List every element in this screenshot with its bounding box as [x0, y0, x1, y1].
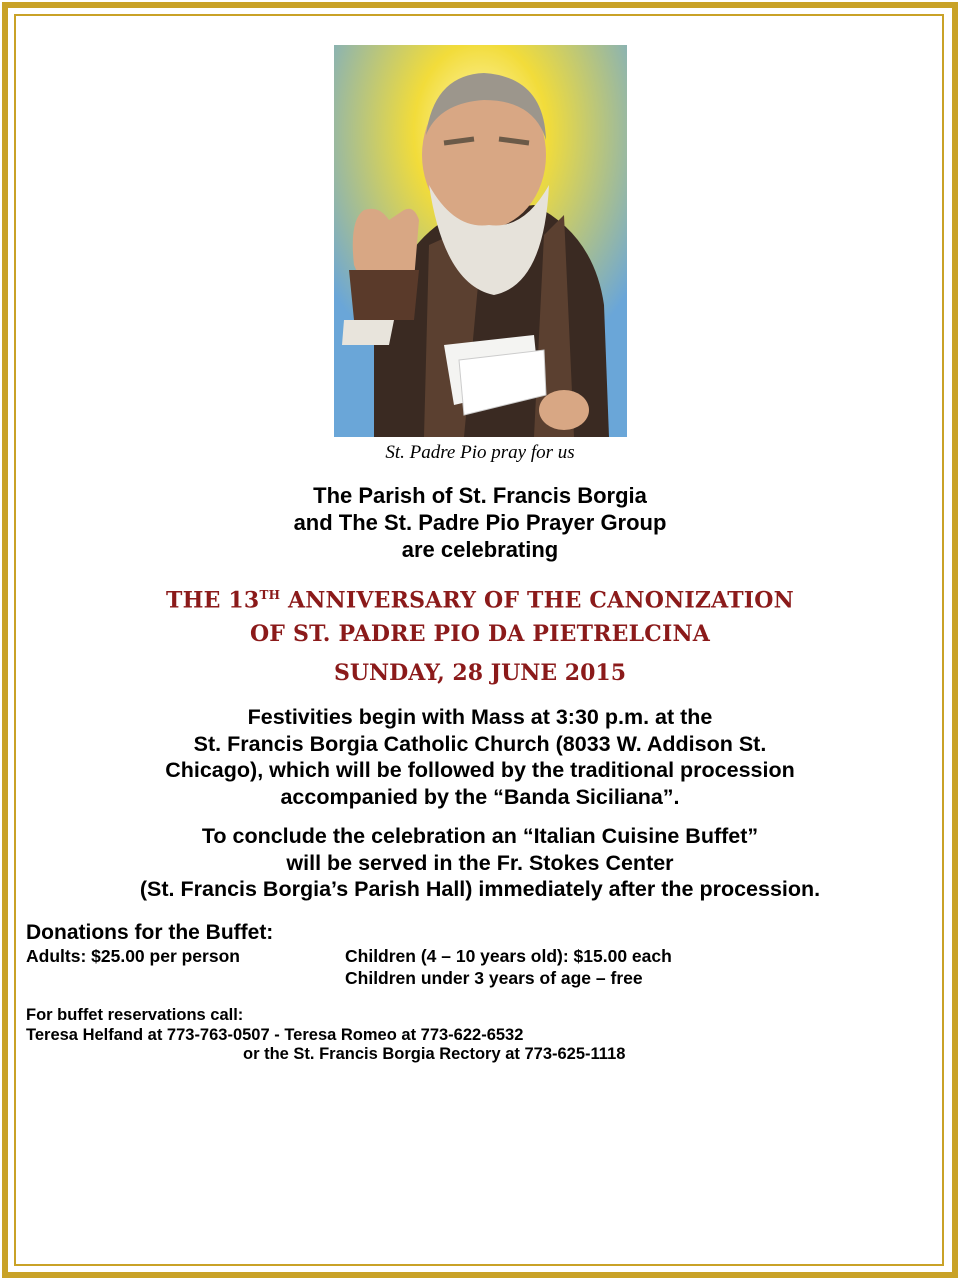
intro-line-3: are celebrating — [401, 537, 559, 562]
portrait-caption: St. Padre Pio pray for us — [385, 442, 575, 463]
conclusion-block — [0, 823, 960, 903]
title-text-pre: THE 13 — [166, 587, 260, 614]
conclusion-line-3: (St. Francis Borgia’s Parish Hall) immediately after the procession. — [139, 877, 821, 901]
anniversary-title — [0, 578, 960, 651]
children-under-note: Children under 3 years of age – free — [345, 968, 643, 988]
padre-pio-portrait — [334, 45, 627, 437]
intro-line-2: and The St. Padre Pio Prayer Group — [293, 510, 667, 535]
reservations-contacts: Teresa Helfand at 773-763-0507 - Teresa Romeo at 773-622-6532 — [26, 1026, 524, 1044]
intro-block — [0, 482, 960, 563]
festivities-block — [0, 704, 960, 810]
festivities-line-2: St. Francis Borgia Catholic Church (8033 W. Addison St. — [193, 731, 767, 756]
title-line-1 — [0, 578, 960, 617]
conclusion-line-2: will be served in the Fr. Stokes Center — [286, 850, 674, 875]
reservations-rectory: or the St. Francis Borgia Rectory at 773-625-1118 — [243, 1045, 626, 1063]
festivities-line-3: Chicago), which will be followed by the traditional procession — [165, 758, 795, 782]
conclusion-line-1: To conclude the celebration an “Italian Cuisine Buffet” — [201, 824, 759, 848]
reservations-title: For buffet reservations call: — [26, 1006, 244, 1024]
title-text-post: ANNIVERSARY OF THE CANONIZATION — [280, 587, 794, 614]
festivities-line-4: accompanied by the “Banda Siciliana”. — [280, 784, 680, 809]
donations-title: Donations for the Buffet: — [26, 921, 274, 944]
title-superscript: TH — [259, 588, 281, 602]
event-date: SUNDAY, 28 JUNE 2015 — [333, 660, 627, 686]
festivities-line-1: Festivities begin with Mass at 3:30 p.m. at the — [247, 705, 713, 729]
intro-line-1: The Parish of St. Francis Borgia — [313, 483, 647, 508]
adults-price: Adults: $25.00 per person — [26, 946, 240, 966]
title-line-2: OF ST. PADRE PIO DA PIETRELCINA — [249, 621, 711, 648]
children-price: Children (4 – 10 years old): $15.00 each — [345, 946, 672, 966]
